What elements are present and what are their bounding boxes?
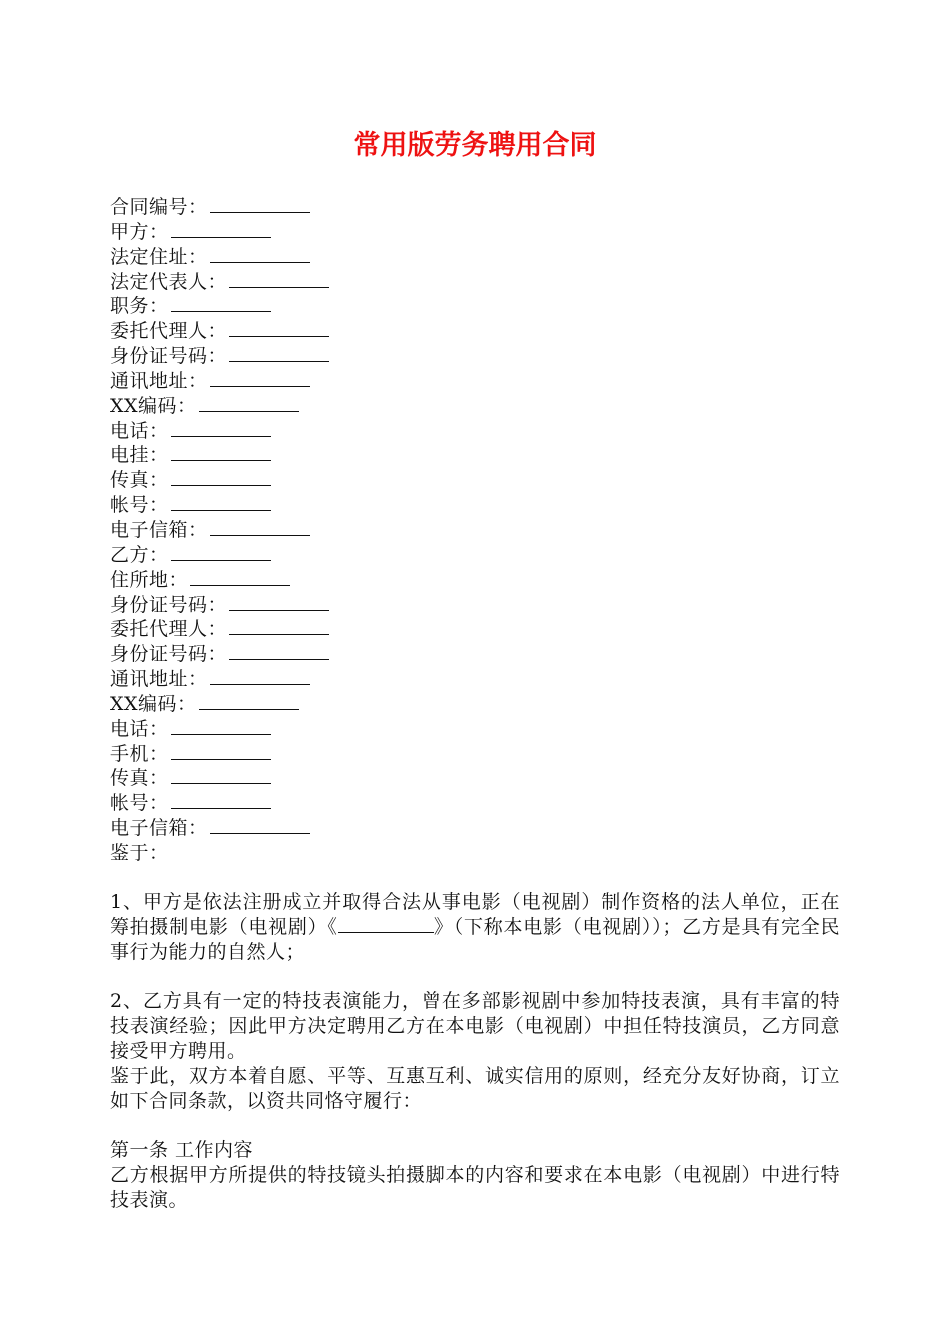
fill-blank[interactable]: [171, 717, 271, 735]
fill-blank[interactable]: [229, 344, 329, 362]
mailing-address-field: 通讯地址：: [110, 369, 840, 394]
postal-code-field: XX编码：: [110, 692, 840, 717]
residence-field: 住所地：: [110, 568, 840, 593]
account-field: 帐号：: [110, 791, 840, 816]
fill-blank[interactable]: [171, 791, 271, 809]
legal-representative-field: 法定代表人：: [110, 270, 840, 295]
paragraph-3: 鉴于此，双方本着自愿、平等、互惠互利、诚实信用的原则，经充分友好协商，订立如下合同条款，以资共同恪守履行：: [110, 1064, 840, 1112]
mailing-address-field: 通讯地址：: [110, 667, 840, 692]
fill-blank[interactable]: [199, 692, 299, 710]
fill-blank[interactable]: [171, 294, 271, 312]
account-field: 帐号：: [110, 493, 840, 518]
contract-body: [110, 890, 840, 1213]
postal-code-field: XX编码：: [110, 394, 840, 419]
contract-number-field: 合同编号：: [110, 195, 840, 220]
fill-blank[interactable]: [171, 493, 271, 511]
phone-field: 电话：: [110, 717, 840, 742]
fill-blank[interactable]: [210, 369, 310, 387]
paragraph-2: 2、乙方具有一定的特技表演能力，曾在多部影视剧中参加特技表演，具有丰富的特技表演经验；因此甲方决定聘用乙方在本电影（电视剧）中担任特技演员，乙方同意接受甲方聘用。: [110, 990, 840, 1063]
fax-field: 传真：: [110, 766, 840, 791]
email-field: 电子信箱：: [110, 816, 840, 841]
phone-field: 电话：: [110, 419, 840, 444]
fill-blank[interactable]: [229, 270, 329, 288]
fill-blank[interactable]: [229, 593, 329, 611]
fax-field: 传真：: [110, 468, 840, 493]
fill-blank[interactable]: [190, 568, 290, 586]
fill-blank[interactable]: [171, 766, 271, 784]
id-number-field: 身份证号码：: [110, 344, 840, 369]
document-title: 常用版劳务聘用合同: [353, 130, 597, 161]
fill-blank[interactable]: [210, 518, 310, 536]
position-field: 职务：: [110, 294, 840, 319]
fill-blank[interactable]: [199, 394, 299, 412]
party-a-field: 甲方：: [110, 220, 840, 245]
fill-blank[interactable]: [210, 667, 310, 685]
telegraph-field: 电挂：: [110, 443, 840, 468]
agent-field: 委托代理人：: [110, 319, 840, 344]
email-field: 电子信箱：: [110, 518, 840, 543]
fill-blank[interactable]: [210, 195, 310, 213]
legal-address-field: 法定住址：: [110, 245, 840, 270]
agent-field: 委托代理人：: [110, 617, 840, 642]
article-1-text: 乙方根据甲方所提供的特技镜头拍摄脚本的内容和要求在本电影（电视剧）中进行特技表演。: [110, 1164, 840, 1212]
fill-blank[interactable]: [171, 419, 271, 437]
fill-blank[interactable]: [171, 742, 271, 760]
fill-blank[interactable]: [210, 245, 310, 263]
id-number-field: 身份证号码：: [110, 642, 840, 667]
fill-blank[interactable]: [171, 468, 271, 486]
fill-blank[interactable]: [171, 220, 271, 238]
article-1-heading: 第一条 工作内容: [110, 1139, 254, 1162]
whereas-label: 鉴于：: [110, 841, 169, 864]
film-title-blank[interactable]: [338, 915, 434, 933]
id-number-field: 身份证号码：: [110, 593, 840, 618]
mobile-field: 手机：: [110, 742, 840, 767]
paragraph-1: 1、甲方是依法注册成立并取得合法从事电影（电视剧）制作资格的法人单位，正在筹拍摄制电影（电视剧）《 》（下称本电影（电视剧））；乙方是具有完全民事行为能力的自然人；: [110, 891, 840, 963]
fill-blank[interactable]: [171, 443, 271, 461]
fill-blank[interactable]: [210, 816, 310, 834]
fill-blank[interactable]: [229, 319, 329, 337]
party-b-field: 乙方：: [110, 543, 840, 568]
fill-blank[interactable]: [229, 642, 329, 660]
party-info-fields: [110, 195, 840, 866]
fill-blank[interactable]: [229, 617, 329, 635]
fill-blank[interactable]: [171, 543, 271, 561]
